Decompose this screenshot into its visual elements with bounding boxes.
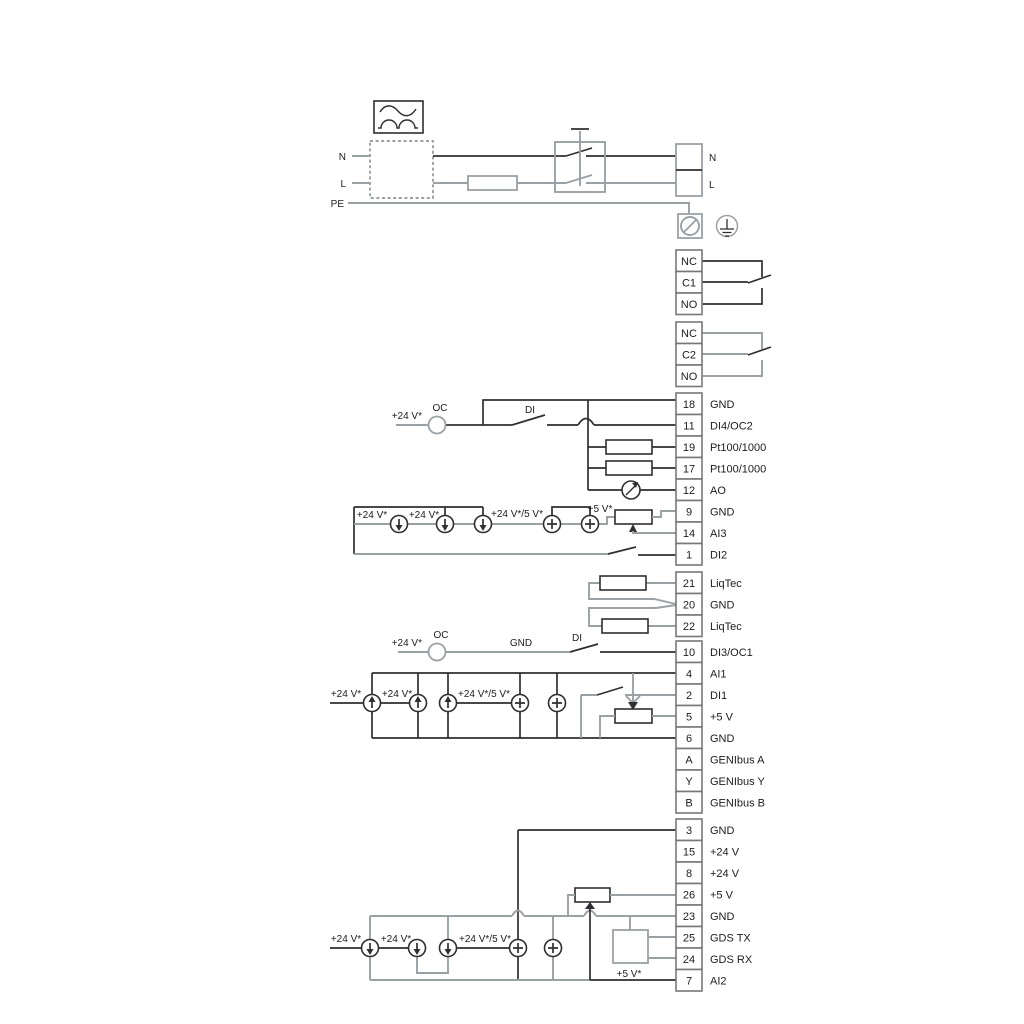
annotation-s18-v24: +24 V* xyxy=(391,411,422,422)
terminal-label: AI3 xyxy=(710,528,727,540)
terminal-number: 3 xyxy=(685,825,693,837)
terminal-label: AO xyxy=(710,485,726,497)
terminal-label: DI3/OC1 xyxy=(710,647,753,659)
source-lower-stubs xyxy=(370,957,553,980)
terminal-label: Pt100/1000 xyxy=(710,463,767,476)
liqtec-sensor-21 xyxy=(600,576,646,590)
current-source-icon xyxy=(362,940,379,957)
terminal-number: 18 xyxy=(682,399,696,411)
di2-switch-blade xyxy=(608,547,636,554)
terminal-number: 21 xyxy=(682,578,696,590)
potentiometer-ai1 xyxy=(615,709,652,723)
terminal-label: LiqTec xyxy=(710,621,742,633)
annotation-pwr-n: N xyxy=(338,152,346,163)
terminal-strips xyxy=(676,250,766,991)
terminal-label: GND xyxy=(710,911,735,923)
annotation-ai1-v245: +24 V*/5 V* xyxy=(458,689,510,700)
gds-sensor-box xyxy=(613,916,676,963)
annotation-ai2-v24-1: +24 V* xyxy=(330,934,362,945)
terminal-label: +24 V xyxy=(710,846,740,859)
terminal-label: GENIbus A xyxy=(710,754,765,767)
terminal-number: NC xyxy=(681,328,697,340)
ai2-gds-section xyxy=(330,830,676,980)
terminal-number: 7 xyxy=(685,975,693,988)
current-source-icon xyxy=(475,516,492,533)
wire-hop xyxy=(578,419,594,426)
annotation-s10-v24: +24 V* xyxy=(391,638,422,649)
annotation-ai2-v24-2: +24 V* xyxy=(380,934,412,945)
annotation-s18-di: DI xyxy=(525,405,535,416)
terminal-number: 24 xyxy=(682,954,696,966)
top-bracket-2 xyxy=(552,507,590,515)
terminal-number: 22 xyxy=(682,621,696,633)
terminal-label: GND xyxy=(710,399,735,411)
liqtec-sensor-22 xyxy=(602,619,648,633)
annotation-ai3-v24-1: +24 V* xyxy=(356,510,388,521)
source-symbols xyxy=(362,417,599,957)
terminal-number: NO xyxy=(680,371,698,383)
voltage-source-icon xyxy=(582,516,599,533)
terminal-label: GND xyxy=(710,506,735,519)
source-lower-stubs xyxy=(372,712,557,738)
terminal-number: NO xyxy=(680,299,698,311)
terminal-label: +5 V xyxy=(710,711,733,724)
terminal-number: 2 xyxy=(685,690,693,702)
annotation-ai3-v245: +24 V*/5 V* xyxy=(491,509,543,520)
di-bracket xyxy=(483,400,676,425)
annotation-s10-di: DI xyxy=(572,633,582,644)
terminal-number: 19 xyxy=(682,442,696,454)
terminal-label: AI2 xyxy=(710,975,727,988)
open-collector-icon xyxy=(429,644,446,661)
terminal-number: 23 xyxy=(682,911,696,923)
terminal-label: GND xyxy=(710,599,735,612)
terminal-number: 17 xyxy=(682,463,696,476)
terminal-label: AI1 xyxy=(710,668,727,681)
terminal-number: 9 xyxy=(685,506,693,519)
terminal-number: 14 xyxy=(682,528,696,540)
terminal-label: GND xyxy=(710,733,735,745)
terminal-number: 8 xyxy=(685,868,693,880)
terminal-number: B xyxy=(685,797,693,810)
annotation-ai1-v24-1: +24 V* xyxy=(330,689,362,700)
pot-left-wire xyxy=(568,895,575,916)
terminal-label: LiqTec xyxy=(710,578,742,590)
wiper-arrow-ai3 xyxy=(629,524,637,532)
terminal-number: 4 xyxy=(685,668,693,681)
di1-switch-blade xyxy=(597,687,623,695)
terminal-number: 15 xyxy=(682,846,696,859)
annotation-nl-l: L xyxy=(709,180,715,191)
terminal-number: 1 xyxy=(685,549,693,562)
current-source-icon xyxy=(391,516,408,533)
annotation-ai1-v24-2: +24 V* xyxy=(381,689,413,700)
current-source-icon xyxy=(440,695,457,712)
annotation-s10-gnd: GND xyxy=(509,638,533,649)
di4-oc2-section xyxy=(396,400,676,499)
pot-feed-wire xyxy=(599,517,615,524)
text-labels xyxy=(331,152,717,980)
terminal-number: A xyxy=(685,754,693,767)
annotation-ai2-v5: +5 V* xyxy=(616,969,642,980)
annotation-s18-oc: OC xyxy=(432,403,448,414)
terminal-number: 12 xyxy=(682,485,696,497)
n-switch-blade xyxy=(566,148,592,156)
pt100-resistor-19 xyxy=(606,440,652,454)
relay-1-contact xyxy=(702,261,771,304)
voltage-source-icon xyxy=(545,940,562,957)
wiper-to-ai3 xyxy=(633,531,676,533)
terminal-number: 20 xyxy=(682,599,696,612)
terminal-number: 5 xyxy=(685,711,693,724)
current-source-icon xyxy=(440,940,457,957)
terminal-number: 6 xyxy=(685,733,693,745)
current-source-icon xyxy=(364,695,381,712)
annotation-pwr-pe: PE xyxy=(330,199,344,210)
pot-to-gnd9 xyxy=(652,511,676,517)
dashed-component-box xyxy=(370,141,433,198)
terminal-number: C1 xyxy=(681,277,697,290)
voltage-source-icon xyxy=(544,516,561,533)
terminal-label: GND xyxy=(710,825,735,837)
terminal-label: GENIbus B xyxy=(710,797,766,810)
terminal-label: GENIbus Y xyxy=(710,776,765,788)
pe-wire xyxy=(348,203,689,214)
pt100-resistor-17 xyxy=(606,461,652,475)
terminal-number: C2 xyxy=(681,349,697,362)
l-switch-blade xyxy=(566,175,592,183)
annotation-pwr-l: L xyxy=(340,179,346,190)
voltage-source-icon xyxy=(549,695,566,712)
terminal-label: DI1 xyxy=(710,690,728,702)
di3-switch-blade xyxy=(570,644,598,652)
annotation-ai2-v245: +24 V*/5 V* xyxy=(459,934,511,945)
protective-earth-icon xyxy=(717,216,738,237)
terminal-number: 25 xyxy=(682,932,696,945)
fuse xyxy=(468,176,517,190)
terminal-label: GDS RX xyxy=(710,954,753,966)
terminal-number: Y xyxy=(685,776,693,788)
relay-2-contact xyxy=(702,333,771,376)
analog-meter-icon xyxy=(622,481,640,499)
open-collector-icon xyxy=(429,417,446,434)
potentiometer-ai3 xyxy=(615,510,652,524)
voltage-source-icon xyxy=(510,940,527,957)
terminal-number: 26 xyxy=(682,889,696,902)
terminal-label: +24 V xyxy=(710,868,740,880)
wiper-arrow-ai2 xyxy=(585,902,595,909)
terminal-label: DI4/OC2 xyxy=(710,420,753,433)
liqtec-section xyxy=(589,576,676,633)
annotation-ai3-v5: +5 V* xyxy=(587,504,613,515)
pe-screw-terminal-icon xyxy=(678,214,702,238)
annotation-ai3-v24-2: +24 V* xyxy=(408,510,440,521)
terminal-label: GDS TX xyxy=(710,932,751,945)
di4-switch-blade xyxy=(512,415,545,425)
mains-section xyxy=(348,101,738,238)
terminal-label: Pt100/1000 xyxy=(710,442,767,454)
u-bracket xyxy=(417,957,448,973)
pot-to-gnd xyxy=(600,716,615,738)
terminal-label: DI2 xyxy=(710,549,728,562)
terminal-number: 11 xyxy=(683,420,695,433)
terminal-number: NC xyxy=(681,256,697,268)
annotation-s10-oc: OC xyxy=(433,630,449,641)
voltage-source-icon xyxy=(512,695,529,712)
annotation-nl-n: N xyxy=(709,153,717,164)
terminal-number: 10 xyxy=(682,647,696,659)
nl-terminal-block xyxy=(676,144,702,196)
terminal-label: +5 V xyxy=(710,889,733,902)
ac-waveform-symbol xyxy=(374,101,423,133)
potentiometer-ai2 xyxy=(575,888,610,902)
